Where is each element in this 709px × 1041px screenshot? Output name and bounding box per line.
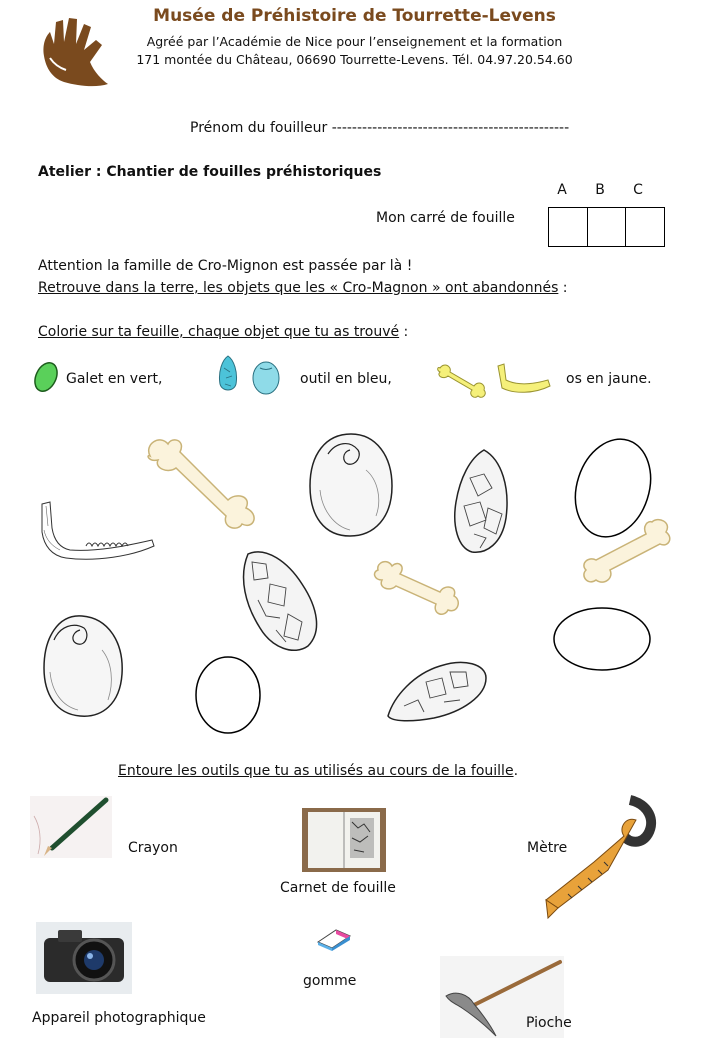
bone-drawing-large[interactable] — [140, 434, 266, 530]
tool-label-crayon: Crayon — [128, 840, 178, 856]
square-cell-c[interactable] — [626, 208, 664, 246]
colorie-instruction — [38, 324, 408, 340]
bone-drawing-small[interactable] — [370, 560, 462, 618]
camera-icon[interactable] — [36, 922, 132, 994]
jawbone-drawing[interactable] — [36, 500, 156, 564]
museum-accreditation: Agréé par l’Académie de Nice pour l’enseignement et la formation — [146, 34, 563, 49]
pebble-outline-right-bottom[interactable] — [552, 606, 652, 672]
legend-galet: Galet en vert, — [66, 371, 163, 387]
pebble-drawing-bottom[interactable] — [40, 612, 126, 720]
square-cell-a[interactable] — [549, 208, 588, 246]
eraser-icon[interactable] — [314, 926, 354, 952]
intro-line-1: Attention la famille de Cro-Mignon est passée par là ! — [38, 258, 413, 274]
column-label-c: C — [633, 182, 643, 198]
legend-outil: outil en bleu, — [300, 371, 392, 387]
intro-line-2 — [38, 280, 568, 296]
green-pebble-icon — [32, 360, 60, 394]
pebble-outline-bottom[interactable] — [193, 654, 263, 736]
blue-scraper-tool-icon — [250, 360, 282, 396]
biface-drawing-middle[interactable] — [236, 548, 322, 654]
square-label: Mon carré de fouille — [376, 210, 515, 226]
field-notebook-icon[interactable] — [302, 808, 386, 872]
atelier-title: Atelier : Chantier de fouilles préhistoriques — [38, 164, 382, 180]
colorie-instruction-colon: : — [399, 324, 409, 340]
entoure-instruction-underlined: Entoure les outils que tu as utilisés au cours de la fouille — [118, 763, 514, 779]
prenom-field[interactable]: Prénom du fouilleur ----------------------------------------------- — [190, 120, 570, 136]
intro-line-2-underlined: Retrouve dans la terre, les objets que les « Cro-Magnon » ont abandonnés — [38, 280, 559, 296]
tool-label-pioche: Pioche — [526, 1015, 572, 1031]
tape-measure-icon[interactable] — [538, 790, 660, 920]
blue-biface-tool-icon — [216, 354, 240, 394]
fouille-square-grid[interactable] — [548, 207, 665, 247]
square-cell-b[interactable] — [588, 208, 627, 246]
pebble-drawing-top[interactable] — [306, 430, 396, 540]
tool-label-carnet: Carnet de fouille — [280, 880, 396, 896]
bone-drawing-right[interactable] — [580, 516, 676, 588]
entoure-instruction-period: . — [513, 763, 519, 779]
column-label-a: A — [557, 182, 567, 198]
colorie-instruction-underlined: Colorie sur ta feuille, chaque objet que tu as trouvé — [38, 324, 400, 340]
yellow-bone-icon — [434, 362, 490, 400]
column-label-b: B — [595, 182, 605, 198]
intro-line-2-colon: : — [558, 280, 568, 296]
biface-drawing-top[interactable] — [450, 448, 512, 556]
tool-label-appareil: Appareil photographique — [32, 1010, 206, 1026]
entoure-instruction — [118, 763, 518, 779]
museum-address: 171 montée du Château, 06690 Tourrette-Levens. Tél. 04.97.20.54.60 — [136, 52, 573, 67]
pencil-icon[interactable] — [30, 796, 112, 858]
tool-label-metre: Mètre — [527, 840, 568, 856]
legend-os: os en jaune. — [566, 371, 652, 387]
tool-label-gomme: gomme — [303, 973, 357, 989]
yellow-jawbone-icon — [494, 362, 552, 396]
biface-drawing-bottom[interactable] — [384, 660, 490, 722]
museum-title: Musée de Préhistoire de Tourrette-Levens — [153, 6, 556, 26]
